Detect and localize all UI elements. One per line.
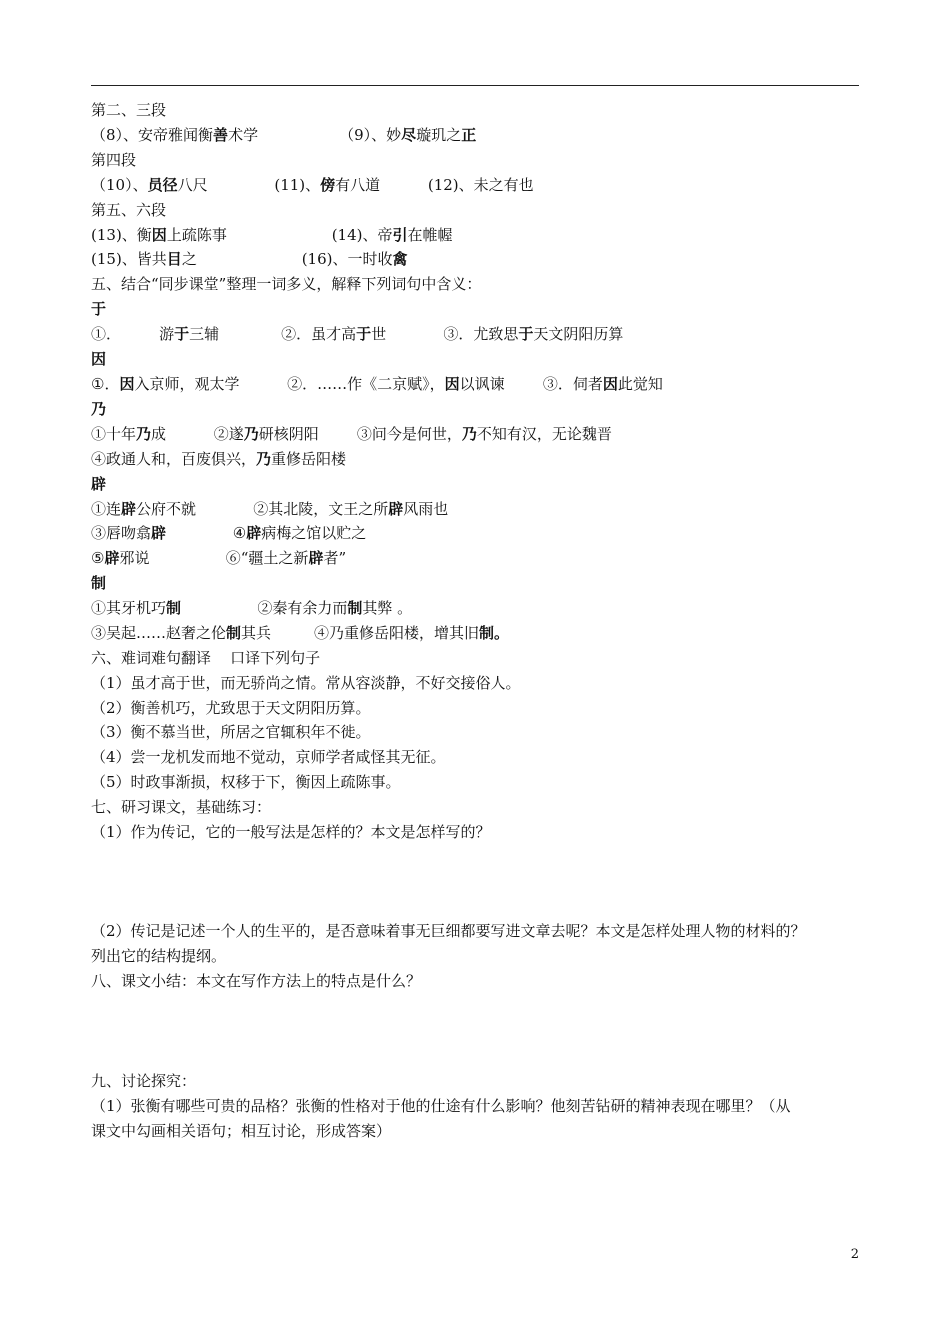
text-segment: 天文阴阳历算 [533, 325, 624, 343]
text-segment: 八、课文小结：本文在写作方法上的特点是什么？ [91, 972, 422, 990]
text-line [91, 1071, 196, 1091]
text-line [91, 200, 166, 220]
bold-keyword: 辟 [246, 524, 262, 542]
bold-keyword: 制 [347, 599, 363, 617]
text-line [91, 797, 271, 817]
text-line [91, 374, 663, 394]
page-number: 2 [850, 1247, 859, 1262]
bold-keyword: 傍 [320, 176, 336, 194]
bold-keyword: 辟 [121, 500, 137, 518]
text-line [91, 648, 320, 668]
text-segment: ③吴起……赵奢之伦 [91, 624, 227, 642]
text-line [91, 324, 623, 344]
bold-keyword: 于 [91, 300, 107, 318]
text-segment: 在帷幄 [407, 226, 453, 244]
text-segment: 七、研习课文，基础练习： [91, 798, 272, 816]
text-line [91, 424, 612, 444]
text-line [91, 971, 421, 991]
text-segment: 风雨也 [403, 500, 449, 518]
text-segment: ②秦有余力而 [181, 599, 348, 617]
text-segment: ⑤ [91, 549, 105, 567]
text-line [91, 399, 106, 419]
text-line [91, 449, 346, 469]
text-segment: （2）衡善机巧，尤致思于天文阴阳历算。 [91, 699, 371, 717]
bold-keyword: 辟 [151, 524, 167, 542]
text-segment: 第四段 [91, 151, 137, 169]
bold-keyword: 乃 [136, 425, 152, 443]
text-line [91, 474, 106, 494]
bold-keyword: 于 [356, 325, 372, 343]
text-line [91, 249, 408, 269]
text-segment: （10）、 [91, 176, 148, 194]
text-segment: 不知有汉，无论魏晋 [476, 425, 612, 443]
text-segment: 术学 （9）、妙 [228, 126, 402, 144]
text-segment: ③唇吻翕 [91, 524, 152, 542]
bold-keyword: 制 [226, 624, 242, 642]
text-segment: 以讽谏 ③．伺者 [459, 375, 603, 393]
text-line [91, 946, 226, 966]
bold-keyword: 辟 [388, 500, 404, 518]
text-line [91, 548, 346, 568]
bold-keyword: 乃 [91, 400, 107, 418]
text-segment: 第五、六段 [91, 201, 167, 219]
text-line [91, 772, 401, 792]
text-segment: （1）虽才高于世，而无骄尚之情。常从容淡静，不好交接俗人。 [91, 674, 521, 692]
text-segment: 其兵 ④乃重修岳阳楼，增其旧 [241, 624, 479, 642]
bold-keyword: 制 [478, 624, 494, 642]
bold-keyword: 乃 [243, 425, 259, 443]
text-segment: 入京师，观太学 ②．……作《二京赋》， [134, 375, 445, 393]
text-segment: （5）时政事渐损，权移于下，衡因上疏陈事。 [91, 773, 401, 791]
text-segment: 之 (16)、一时收 [181, 250, 393, 268]
text-segment: 邪说 ⑥“疆土之新 [119, 549, 309, 567]
bold-keyword: 辟 [91, 475, 107, 493]
bold-keyword: 辟 [104, 549, 120, 567]
bold-keyword: 尽 [401, 126, 417, 144]
bold-keyword: 因 [119, 375, 135, 393]
bold-keyword: 制 [166, 599, 182, 617]
text-segment: 第二、三段 [91, 101, 167, 119]
text-segment: （8）、安帝雅闻衡 [91, 126, 214, 144]
header-rule [91, 85, 859, 86]
text-segment: 列出它的结构提纲。 [91, 947, 227, 965]
text-line [91, 175, 534, 195]
bold-keyword: 因 [151, 226, 167, 244]
text-segment: ①连 [91, 500, 122, 518]
text-line [91, 747, 446, 767]
text-segment: 璇玑之 [416, 126, 462, 144]
text-segment: ①其牙机巧 [91, 599, 167, 617]
text-line [91, 698, 371, 718]
text-line [91, 100, 166, 120]
text-segment: ①． 游 [91, 325, 175, 343]
bold-keyword: 员径 [147, 176, 178, 194]
text-segment: 研核阴阳 ③问今是何世， [258, 425, 462, 443]
text-segment: 六、难词难句翻译 口译下列句子 [91, 649, 321, 667]
bold-keyword: 引 [392, 226, 408, 244]
text-segment: 重修岳阳楼 [271, 450, 347, 468]
bold-keyword: 因 [444, 375, 460, 393]
bold-keyword: 乃 [256, 450, 272, 468]
text-segment: （4）尝一龙机发而地不觉动，京师学者咸怪其无征。 [91, 748, 446, 766]
bold-keyword: 辟 [308, 549, 324, 567]
bold-keyword: 禽 [392, 250, 408, 268]
text-segment: 公府不就 ②其北陵，文王之所 [136, 500, 389, 518]
text-line [91, 921, 806, 941]
text-line [91, 822, 491, 842]
text-segment: 此觉知 [617, 375, 663, 393]
bold-keyword: 因 [91, 350, 107, 368]
text-line [91, 573, 106, 593]
text-line [91, 349, 106, 369]
text-segment: 课文中勾画相关语句；相互讨论，形成答案） [91, 1122, 392, 1140]
text-segment: ①． [91, 375, 120, 393]
text-segment: 五、结合“同步课堂”整理一词多义，解释下列词句中含义： [91, 275, 482, 293]
bold-keyword: 制 [91, 574, 107, 592]
bold-keyword: 目 [166, 250, 182, 268]
text-segment: 八尺 (11)、 [177, 176, 321, 194]
text-line [91, 499, 448, 519]
bold-keyword: 正 [461, 126, 477, 144]
text-line [91, 623, 509, 643]
text-line [91, 225, 453, 245]
text-line [91, 150, 136, 170]
bold-keyword: 于 [174, 325, 190, 343]
text-segment: （2）传记是记述一个人的生平的，是否意味着事无巨细都要写进文章去呢？本文是怎样处理人物的材料的？ [91, 922, 806, 940]
text-segment: 有八道 (12)、未之有也 [335, 176, 534, 194]
text-segment: 三辅 ②．虽才高 [189, 325, 357, 343]
text-segment: 其弊 。 [362, 599, 413, 617]
bold-keyword: 。 [493, 624, 509, 642]
text-segment: ④ [166, 524, 247, 542]
bold-keyword: 乃 [461, 425, 477, 443]
text-segment: 九、讨论探究： [91, 1072, 197, 1090]
text-line [91, 1121, 391, 1141]
text-segment: 成 ②遂 [151, 425, 244, 443]
text-segment: 上疏陈事 (14)、帝 [166, 226, 393, 244]
text-segment: （3）衡不慕当世，所居之官辄积年不徙。 [91, 723, 371, 741]
text-line [91, 722, 371, 742]
text-segment: ④政通人和，百废俱兴， [91, 450, 257, 468]
text-segment: 者” [323, 549, 347, 567]
text-line [91, 673, 521, 693]
text-segment: 世 ③．尤致思 [371, 325, 519, 343]
text-segment: (15)、皆共 [91, 250, 167, 268]
text-segment: （1）张衡有哪些可贵的品格？张衡的性格对于他的仕途有什么影响？他刻苦钻研的精神表现在哪里？（从 [91, 1097, 791, 1115]
bold-keyword: 善 [213, 126, 229, 144]
text-segment: （1）作为传记，它的一般写法是怎样的？本文是怎样写的？ [91, 823, 491, 841]
text-line [91, 598, 412, 618]
bold-keyword: 于 [518, 325, 534, 343]
text-line [91, 274, 481, 294]
text-line [91, 299, 106, 319]
text-segment: 病梅之馆以贮之 [261, 524, 367, 542]
text-segment: (13)、衡 [91, 226, 152, 244]
text-line [91, 523, 366, 543]
text-line [91, 1096, 791, 1116]
bold-keyword: 因 [602, 375, 618, 393]
text-line [91, 125, 476, 145]
text-segment: ①十年 [91, 425, 137, 443]
